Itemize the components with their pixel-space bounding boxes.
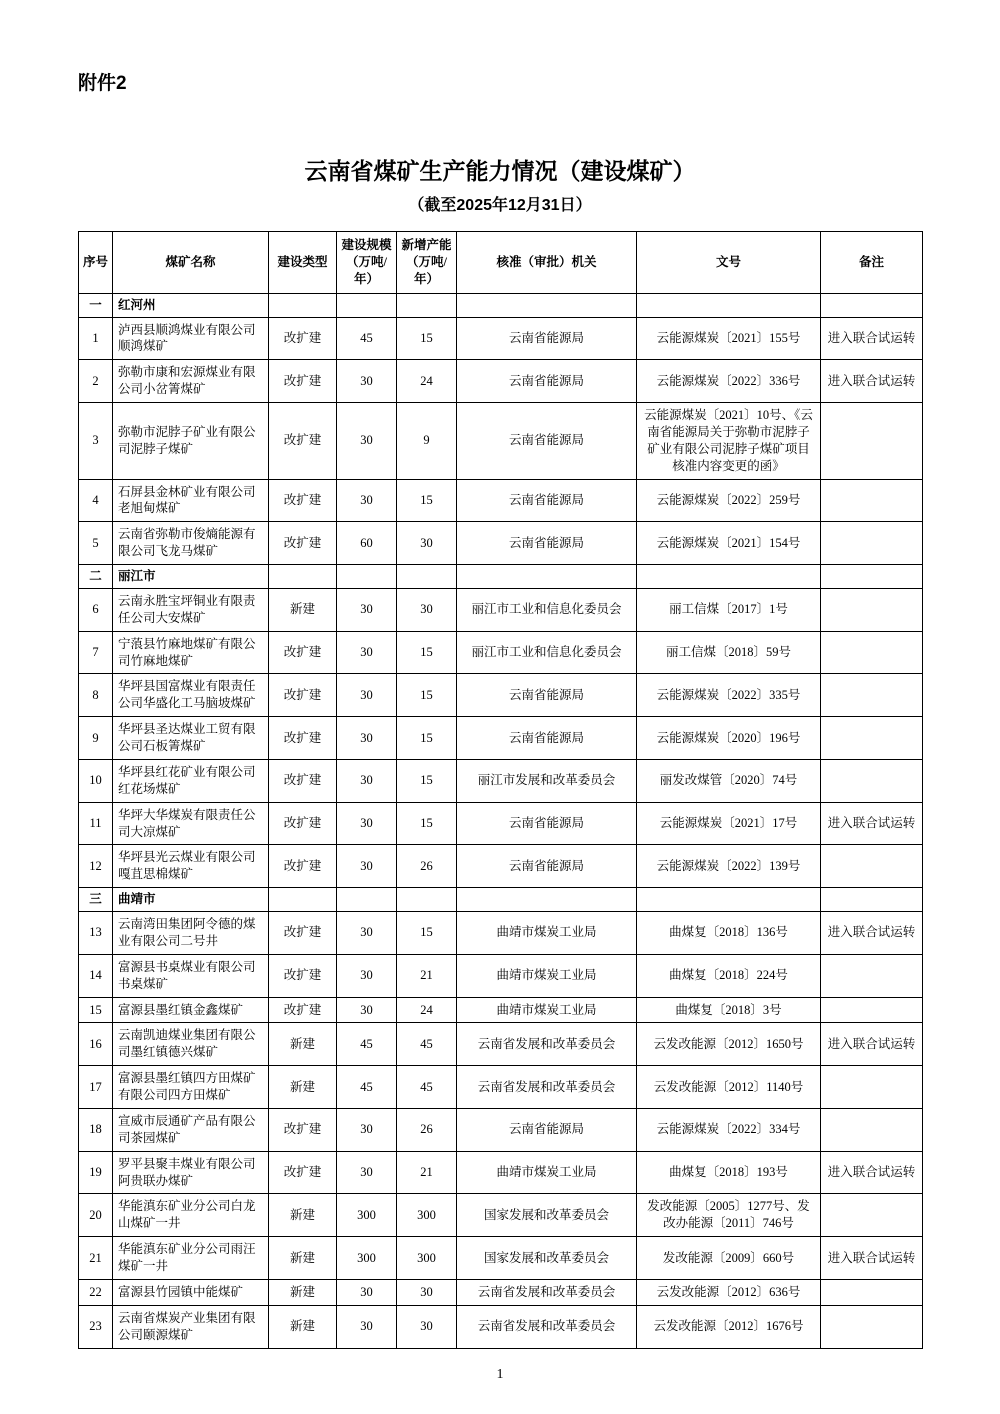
- table-row: [79, 631, 923, 674]
- cell-doc-no: 曲煤复〔2018〕224号: [637, 954, 821, 997]
- cell-authority: [457, 888, 637, 912]
- cell-authority: 国家发展和改革委员会: [457, 1194, 637, 1237]
- table-row: [79, 1237, 923, 1280]
- cell-new-capacity: [397, 565, 457, 589]
- cell-name: 富源县墨红镇金鑫煤矿: [113, 997, 269, 1023]
- cell-build-type: 改扩建: [269, 954, 337, 997]
- cell-authority: 曲靖市煤炭工业局: [457, 997, 637, 1023]
- cell-authority: 云南省发展和改革委员会: [457, 1279, 637, 1305]
- cell-doc-no: 云能源煤炭〔2022〕334号: [637, 1108, 821, 1151]
- table-row: [79, 403, 923, 480]
- cell-remark: [821, 759, 923, 802]
- cell-name: 曲靖市: [113, 888, 269, 912]
- cell-remark: [821, 845, 923, 888]
- table-row: [79, 317, 923, 360]
- cell-scale: 30: [337, 845, 397, 888]
- cell-scale: 30: [337, 1108, 397, 1151]
- cell-name: 富源县竹园镇中能煤矿: [113, 1279, 269, 1305]
- cell-no: 21: [79, 1237, 113, 1280]
- cell-new-capacity: [397, 293, 457, 317]
- cell-doc-no: 丽工信煤〔2018〕59号: [637, 631, 821, 674]
- cell-authority: 曲靖市煤炭工业局: [457, 912, 637, 955]
- cell-build-type: 改扩建: [269, 1151, 337, 1194]
- cell-authority: 云南省能源局: [457, 317, 637, 360]
- cell-new-capacity: 30: [397, 588, 457, 631]
- cell-no: 15: [79, 997, 113, 1023]
- coal-mine-table: [78, 231, 923, 1349]
- cell-build-type: 改扩建: [269, 522, 337, 565]
- table-row: [79, 1066, 923, 1109]
- cell-remark: [821, 674, 923, 717]
- cell-new-capacity: 26: [397, 845, 457, 888]
- cell-build-type: [269, 293, 337, 317]
- cell-scale: 300: [337, 1194, 397, 1237]
- cell-authority: 云南省能源局: [457, 674, 637, 717]
- cell-doc-no: 云能源煤炭〔2021〕154号: [637, 522, 821, 565]
- header-new-capacity: 新增产能（万吨/年）: [397, 232, 457, 294]
- attachment-label: 附件2: [78, 73, 127, 94]
- cell-name: 云南湾田集团阿令德的煤业有限公司二号井: [113, 912, 269, 955]
- cell-scale: 30: [337, 1151, 397, 1194]
- cell-no: 5: [79, 522, 113, 565]
- cell-name: 华坪县圣达煤业工贸有限公司石板箐煤矿: [113, 717, 269, 760]
- cell-authority: 云南省能源局: [457, 403, 637, 480]
- cell-scale: 30: [337, 759, 397, 802]
- cell-doc-no: [637, 888, 821, 912]
- cell-authority: 云南省发展和改革委员会: [457, 1305, 637, 1348]
- cell-new-capacity: 300: [397, 1237, 457, 1280]
- page-title: 云南省煤矿生产能力情况（建设煤矿）: [304, 158, 696, 184]
- cell-new-capacity: 15: [397, 317, 457, 360]
- cell-scale: [337, 565, 397, 589]
- cell-build-type: 改扩建: [269, 479, 337, 522]
- cell-no: 12: [79, 845, 113, 888]
- header-remark: 备注: [821, 232, 923, 294]
- cell-remark: [821, 293, 923, 317]
- cell-remark: 进入联合试运转: [821, 802, 923, 845]
- cell-doc-no: [637, 293, 821, 317]
- table-row: [79, 997, 923, 1023]
- cell-name: 华能滇东矿业分公司雨汪煤矿一井: [113, 1237, 269, 1280]
- cell-name: 弥勒市泥脖子矿业有限公司泥脖子煤矿: [113, 403, 269, 480]
- cell-no: 4: [79, 479, 113, 522]
- cell-name: 华坪县国富煤业有限责任公司华盛化工马脑坡煤矿: [113, 674, 269, 717]
- cell-doc-no: 云能源煤炭〔2022〕335号: [637, 674, 821, 717]
- cell-name: 华坪县红花矿业有限公司红花场煤矿: [113, 759, 269, 802]
- cell-authority: 云南省发展和改革委员会: [457, 1023, 637, 1066]
- cell-name: 罗平县聚丰煤业有限公司阿贵联办煤矿: [113, 1151, 269, 1194]
- header-mine-name: 煤矿名称: [113, 232, 269, 294]
- cell-scale: 30: [337, 1305, 397, 1348]
- cell-name: 宣威市辰通矿产品有限公司茶园煤矿: [113, 1108, 269, 1151]
- cell-no: 19: [79, 1151, 113, 1194]
- cell-doc-no: 云能源煤炭〔2021〕10号、《云南省能源局关于弥勒市泥脖子矿业有限公司泥脖子煤矿项目核准内容变更的函》: [637, 403, 821, 480]
- cell-new-capacity: 45: [397, 1066, 457, 1109]
- cell-doc-no: 曲煤复〔2018〕136号: [637, 912, 821, 955]
- header-no: 序号: [79, 232, 113, 294]
- cell-build-type: 新建: [269, 1066, 337, 1109]
- cell-doc-no: 云能源煤炭〔2022〕336号: [637, 360, 821, 403]
- cell-remark: 进入联合试运转: [821, 1023, 923, 1066]
- cell-doc-no: 云发改能源〔2012〕636号: [637, 1279, 821, 1305]
- cell-name: 宁蒗县竹麻地煤矿有限公司竹麻地煤矿: [113, 631, 269, 674]
- cell-new-capacity: 300: [397, 1194, 457, 1237]
- cell-new-capacity: 15: [397, 759, 457, 802]
- table-row: [79, 912, 923, 955]
- cell-name: 华能滇东矿业分公司白龙山煤矿一井: [113, 1194, 269, 1237]
- cell-no: 22: [79, 1279, 113, 1305]
- cell-remark: 进入联合试运转: [821, 1151, 923, 1194]
- cell-build-type: 改扩建: [269, 759, 337, 802]
- section-row: [79, 293, 923, 317]
- cell-build-type: 改扩建: [269, 403, 337, 480]
- cell-scale: 45: [337, 1066, 397, 1109]
- cell-authority: 丽江市发展和改革委员会: [457, 759, 637, 802]
- cell-scale: 30: [337, 954, 397, 997]
- header-doc-no: 文号: [637, 232, 821, 294]
- cell-no: 23: [79, 1305, 113, 1348]
- cell-no: 6: [79, 588, 113, 631]
- cell-build-type: 改扩建: [269, 317, 337, 360]
- cell-remark: 进入联合试运转: [821, 360, 923, 403]
- cell-scale: 45: [337, 317, 397, 360]
- cell-authority: [457, 565, 637, 589]
- cell-remark: [821, 1194, 923, 1237]
- table-body: [79, 293, 923, 1348]
- cell-build-type: [269, 565, 337, 589]
- cell-build-type: 新建: [269, 1279, 337, 1305]
- cell-build-type: 新建: [269, 1237, 337, 1280]
- table-row: [79, 1279, 923, 1305]
- cell-scale: 45: [337, 1023, 397, 1066]
- page-subtitle: （截至2025年12月31日）: [408, 197, 592, 214]
- cell-no: 10: [79, 759, 113, 802]
- cell-doc-no: 丽工信煤〔2017〕1号: [637, 588, 821, 631]
- cell-remark: [821, 588, 923, 631]
- header-row: [79, 232, 923, 294]
- cell-authority: 国家发展和改革委员会: [457, 1237, 637, 1280]
- cell-authority: 丽江市工业和信息化委员会: [457, 588, 637, 631]
- table-row: [79, 1023, 923, 1066]
- cell-scale: 30: [337, 403, 397, 480]
- cell-name: 华坪县光云煤业有限公司嘎苴思棉煤矿: [113, 845, 269, 888]
- table-row: [79, 954, 923, 997]
- cell-scale: 300: [337, 1237, 397, 1280]
- cell-build-type: 新建: [269, 1194, 337, 1237]
- cell-build-type: 改扩建: [269, 802, 337, 845]
- cell-build-type: 改扩建: [269, 360, 337, 403]
- cell-authority: 云南省能源局: [457, 717, 637, 760]
- cell-new-capacity: 24: [397, 997, 457, 1023]
- cell-remark: [821, 888, 923, 912]
- cell-authority: 云南省能源局: [457, 845, 637, 888]
- cell-authority: 曲靖市煤炭工业局: [457, 954, 637, 997]
- cell-doc-no: 曲煤复〔2018〕3号: [637, 997, 821, 1023]
- cell-doc-no: 云能源煤炭〔2021〕17号: [637, 802, 821, 845]
- cell-new-capacity: 21: [397, 954, 457, 997]
- cell-name: 丽江市: [113, 565, 269, 589]
- header-authority: 核准（审批）机关: [457, 232, 637, 294]
- cell-scale: [337, 888, 397, 912]
- cell-scale: 30: [337, 631, 397, 674]
- cell-authority: 云南省发展和改革委员会: [457, 1066, 637, 1109]
- table-row: [79, 1305, 923, 1348]
- header-build-type: 建设类型: [269, 232, 337, 294]
- cell-new-capacity: 15: [397, 479, 457, 522]
- cell-authority: 丽江市工业和信息化委员会: [457, 631, 637, 674]
- cell-no: 1: [79, 317, 113, 360]
- table-row: [79, 522, 923, 565]
- cell-scale: 30: [337, 588, 397, 631]
- cell-authority: 云南省能源局: [457, 479, 637, 522]
- cell-no: 8: [79, 674, 113, 717]
- cell-scale: [337, 293, 397, 317]
- cell-name: 云南凯迪煤业集团有限公司墨红镇德兴煤矿: [113, 1023, 269, 1066]
- cell-doc-no: 丽发改煤管〔2020〕74号: [637, 759, 821, 802]
- table-row: [79, 1108, 923, 1151]
- cell-build-type: 改扩建: [269, 1108, 337, 1151]
- cell-scale: 30: [337, 674, 397, 717]
- cell-scale: 30: [337, 360, 397, 403]
- cell-name: 富源县墨红镇四方田煤矿有限公司四方田煤矿: [113, 1066, 269, 1109]
- cell-authority: [457, 293, 637, 317]
- cell-doc-no: 云发改能源〔2012〕1650号: [637, 1023, 821, 1066]
- cell-name: 富源县书桌煤业有限公司书桌煤矿: [113, 954, 269, 997]
- cell-scale: 30: [337, 1279, 397, 1305]
- section-row: [79, 565, 923, 589]
- cell-no: 二: [79, 565, 113, 589]
- cell-name: 云南省弥勒市俊熵能源有限公司飞龙马煤矿: [113, 522, 269, 565]
- table-row: [79, 759, 923, 802]
- cell-doc-no: [637, 565, 821, 589]
- cell-new-capacity: 15: [397, 912, 457, 955]
- cell-name: 华坪大华煤炭有限责任公司大凉煤矿: [113, 802, 269, 845]
- table-row: [79, 360, 923, 403]
- cell-scale: 30: [337, 912, 397, 955]
- cell-name: 泸西县顺鸿煤业有限公司顺鸿煤矿: [113, 317, 269, 360]
- cell-remark: [821, 717, 923, 760]
- cell-remark: [821, 1108, 923, 1151]
- cell-authority: 云南省能源局: [457, 1108, 637, 1151]
- cell-new-capacity: 45: [397, 1023, 457, 1066]
- cell-remark: [821, 1305, 923, 1348]
- cell-doc-no: 云能源煤炭〔2020〕196号: [637, 717, 821, 760]
- cell-scale: 30: [337, 479, 397, 522]
- cell-doc-no: 云发改能源〔2012〕1140号: [637, 1066, 821, 1109]
- cell-new-capacity: 21: [397, 1151, 457, 1194]
- cell-no: 一: [79, 293, 113, 317]
- cell-remark: [821, 522, 923, 565]
- cell-build-type: 改扩建: [269, 717, 337, 760]
- cell-scale: 30: [337, 997, 397, 1023]
- table-row: [79, 717, 923, 760]
- cell-build-type: 改扩建: [269, 912, 337, 955]
- cell-authority: 云南省能源局: [457, 522, 637, 565]
- cell-build-type: 新建: [269, 1305, 337, 1348]
- page-number: 1: [496, 1366, 504, 1382]
- cell-doc-no: 云能源煤炭〔2022〕259号: [637, 479, 821, 522]
- section-row: [79, 888, 923, 912]
- cell-no: 3: [79, 403, 113, 480]
- cell-new-capacity: 30: [397, 522, 457, 565]
- cell-name: 云南省煤炭产业集团有限公司颐源煤矿: [113, 1305, 269, 1348]
- cell-remark: [821, 403, 923, 480]
- table-row: [79, 845, 923, 888]
- table-row: [79, 802, 923, 845]
- table-row: [79, 674, 923, 717]
- cell-doc-no: 云能源煤炭〔2022〕139号: [637, 845, 821, 888]
- cell-remark: 进入联合试运转: [821, 1237, 923, 1280]
- cell-new-capacity: 30: [397, 1279, 457, 1305]
- cell-build-type: 改扩建: [269, 997, 337, 1023]
- cell-remark: [821, 1279, 923, 1305]
- table-row: [79, 1194, 923, 1237]
- cell-scale: 30: [337, 802, 397, 845]
- cell-build-type: 新建: [269, 1023, 337, 1066]
- cell-authority: 曲靖市煤炭工业局: [457, 1151, 637, 1194]
- cell-remark: [821, 997, 923, 1023]
- cell-new-capacity: 15: [397, 717, 457, 760]
- cell-remark: [821, 565, 923, 589]
- cell-name: 弥勒市康和宏源煤业有限公司小岔箐煤矿: [113, 360, 269, 403]
- cell-new-capacity: 26: [397, 1108, 457, 1151]
- header-scale: 建设规模（万吨/年）: [337, 232, 397, 294]
- cell-build-type: 改扩建: [269, 845, 337, 888]
- cell-new-capacity: 24: [397, 360, 457, 403]
- cell-doc-no: 曲煤复〔2018〕193号: [637, 1151, 821, 1194]
- cell-remark: [821, 479, 923, 522]
- cell-build-type: 新建: [269, 588, 337, 631]
- cell-authority: 云南省能源局: [457, 802, 637, 845]
- cell-no: 17: [79, 1066, 113, 1109]
- cell-name: 石屏县金林矿业有限公司老旭甸煤矿: [113, 479, 269, 522]
- table-row: [79, 1151, 923, 1194]
- cell-remark: [821, 1066, 923, 1109]
- cell-scale: 30: [337, 717, 397, 760]
- cell-doc-no: 发改能源〔2009〕660号: [637, 1237, 821, 1280]
- table-row: [79, 479, 923, 522]
- cell-build-type: [269, 888, 337, 912]
- cell-new-capacity: 15: [397, 631, 457, 674]
- cell-doc-no: 云发改能源〔2012〕1676号: [637, 1305, 821, 1348]
- cell-remark: [821, 631, 923, 674]
- cell-no: 7: [79, 631, 113, 674]
- cell-new-capacity: 15: [397, 802, 457, 845]
- cell-new-capacity: [397, 888, 457, 912]
- cell-build-type: 改扩建: [269, 674, 337, 717]
- cell-no: 18: [79, 1108, 113, 1151]
- cell-name: 红河州: [113, 293, 269, 317]
- cell-new-capacity: 15: [397, 674, 457, 717]
- cell-scale: 60: [337, 522, 397, 565]
- cell-name: 云南永胜宝坪铜业有限责任公司大安煤矿: [113, 588, 269, 631]
- cell-no: 20: [79, 1194, 113, 1237]
- cell-no: 11: [79, 802, 113, 845]
- cell-no: 9: [79, 717, 113, 760]
- cell-no: 13: [79, 912, 113, 955]
- cell-build-type: 改扩建: [269, 631, 337, 674]
- cell-no: 14: [79, 954, 113, 997]
- cell-new-capacity: 9: [397, 403, 457, 480]
- cell-no: 三: [79, 888, 113, 912]
- cell-doc-no: 云能源煤炭〔2021〕155号: [637, 317, 821, 360]
- cell-remark: 进入联合试运转: [821, 912, 923, 955]
- cell-remark: [821, 954, 923, 997]
- cell-remark: 进入联合试运转: [821, 317, 923, 360]
- cell-no: 2: [79, 360, 113, 403]
- cell-no: 16: [79, 1023, 113, 1066]
- cell-authority: 云南省能源局: [457, 360, 637, 403]
- cell-doc-no: 发改能源〔2005〕1277号、发改办能源〔2011〕746号: [637, 1194, 821, 1237]
- cell-new-capacity: 30: [397, 1305, 457, 1348]
- table-row: [79, 588, 923, 631]
